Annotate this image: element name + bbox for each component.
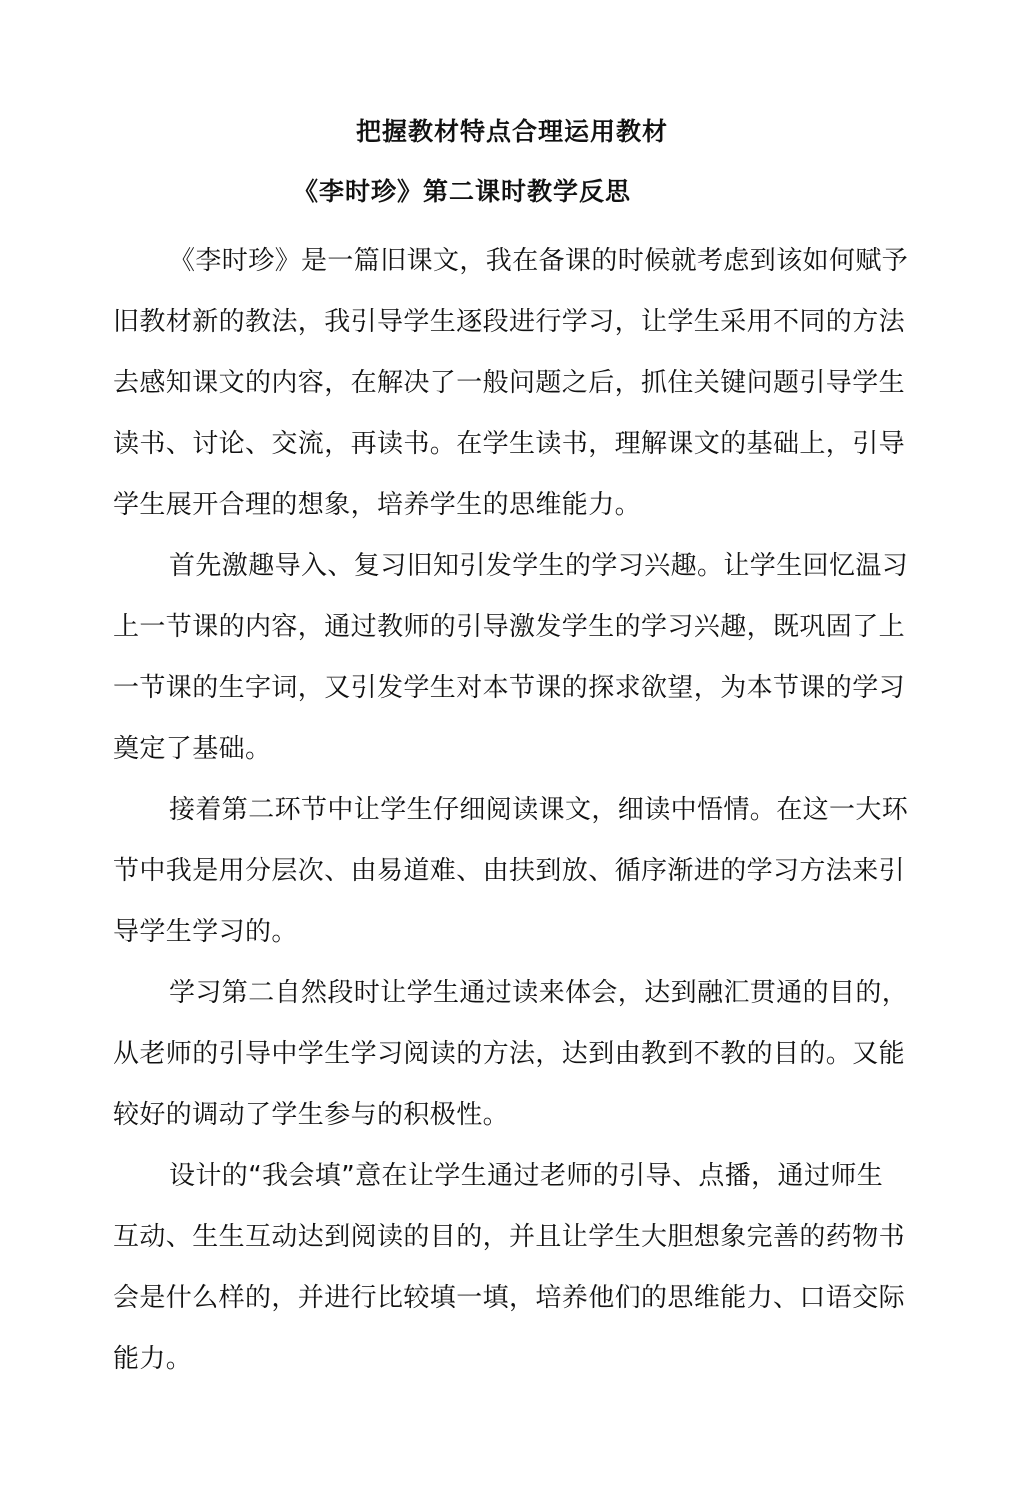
document-body — [113, 231, 913, 1390]
paragraph — [113, 231, 913, 536]
paragraph-line: 一节课的生字词，又引发学生对本节课的探求欲望，为本节课的学习 — [113, 673, 906, 703]
paragraph-line: 较好的调动了学生参与的积极性。 — [113, 1100, 510, 1130]
paragraph-line: 从老师的引导中学生学习阅读的方法，达到由教到不教的目的。又能 — [113, 1039, 906, 1069]
paragraph — [113, 780, 913, 963]
paragraph-line: 能力。 — [113, 1344, 193, 1374]
paragraph-line: 奠定了基础。 — [113, 734, 272, 764]
paragraph-line: 节中我是用分层次、由易道难、由扶到放、循序渐进的学习方法来引 — [113, 856, 906, 886]
paragraph — [113, 963, 913, 1146]
paragraph-line: 上一节课的内容，通过教师的引导激发学生的学习兴趣，既巩固了上 — [113, 612, 906, 642]
paragraph-line: 会是什么样的，并进行比较填一填，培养他们的思维能力、口语交际 — [113, 1283, 906, 1313]
paragraph-line: 学习第二自然段时让学生通过读来体会，达到融汇贯通的目的， — [169, 978, 909, 1008]
page-subtitle: 《李时珍》第二课时教学反思 — [293, 177, 632, 206]
paragraph-line: 旧教材新的教法，我引导学生逐段进行学习，让学生采用不同的方法 — [113, 307, 906, 337]
paragraph-line: 读书、讨论、交流，再读书。在学生读书，理解课文的基础上，引导 — [113, 429, 906, 459]
paragraph-line: 接着第二环节中让学生仔细阅读课文，细读中悟情。在这一大环 — [169, 795, 909, 825]
paragraph-line: 导学生学习的。 — [113, 917, 298, 947]
paragraph-line: 学生展开合理的想象，培养学生的思维能力。 — [113, 490, 642, 520]
paragraph-line: 互动、生生互动达到阅读的目的，并且让学生大胆想象完善的药物书 — [113, 1222, 906, 1252]
page-title: 把握教材特点合理运用教材 — [355, 117, 668, 146]
paragraph-line: 去感知课文的内容，在解决了一般问题之后，抓住关键问题引导学生 — [113, 368, 906, 398]
paragraph — [113, 1146, 913, 1390]
paragraph-line: 《李时珍》是一篇旧课文，我在备课的时候就考虑到该如何赋予 — [169, 246, 909, 276]
paragraph-line: 设计的“我会填”意在让学生通过老师的引导、点播，通过师生 — [169, 1161, 884, 1191]
paragraph-line: 首先激趣导入、复习旧知引发学生的学习兴趣。让学生回忆温习 — [169, 551, 909, 581]
paragraph — [113, 536, 913, 780]
